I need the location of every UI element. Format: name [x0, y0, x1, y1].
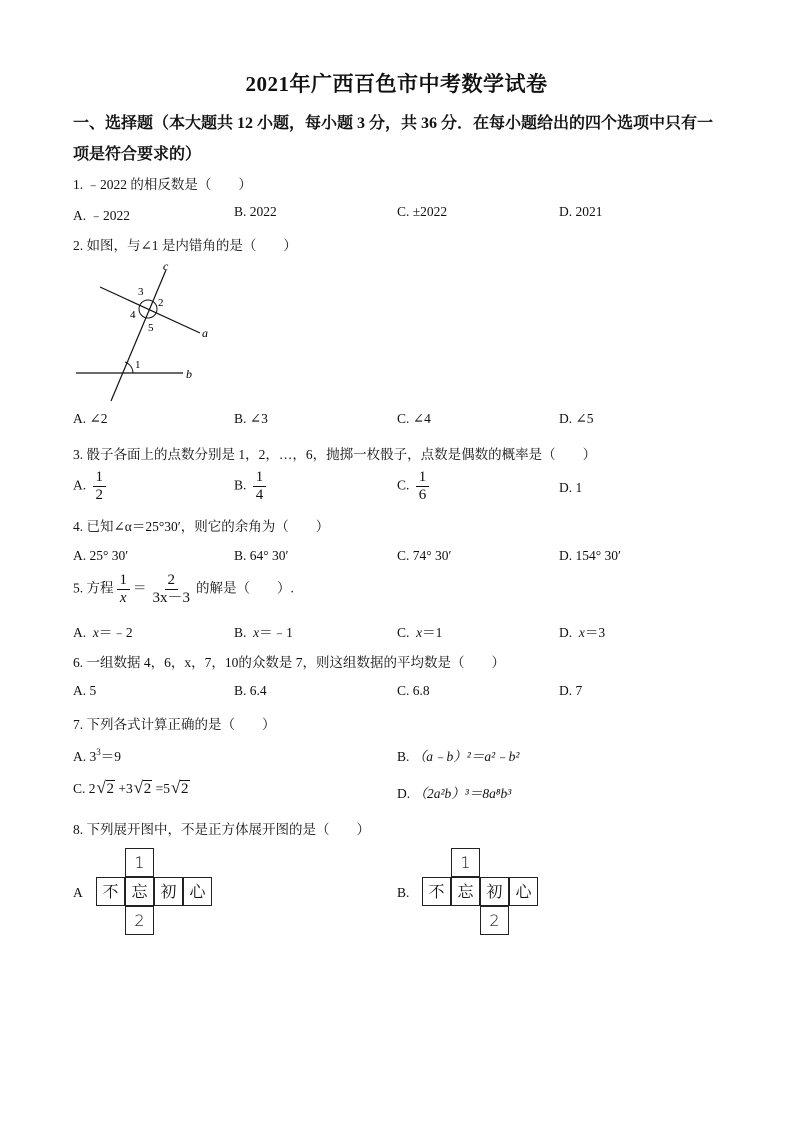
- q4-option-a: A. 25° 30′: [73, 548, 129, 563]
- variable: x: [578, 625, 585, 640]
- q6-option-a: A. 5: [73, 683, 97, 698]
- net-cell: 忘: [451, 877, 480, 906]
- denominator: 2: [95, 487, 103, 503]
- q6-option-d: D. 7: [559, 683, 583, 698]
- net-cell: 心: [509, 877, 538, 906]
- q3-option-b: [234, 469, 269, 504]
- q1-option-d: D. 2021: [559, 204, 603, 219]
- label: D.: [397, 786, 411, 801]
- label: B.: [397, 749, 410, 764]
- net-cell: 初: [154, 877, 183, 906]
- plus-term: +3: [118, 781, 133, 796]
- fraction: [416, 469, 430, 504]
- expression: （2a²b）³＝8a⁸b³: [413, 786, 512, 801]
- value: ＝1: [422, 625, 443, 640]
- equals-term: =5: [155, 781, 171, 796]
- denominator: 6: [418, 487, 427, 503]
- equals-sign: ＝: [133, 580, 147, 596]
- q3-option-c: [397, 469, 432, 504]
- radicand: 2: [106, 781, 115, 797]
- q7-option-d: [397, 782, 511, 802]
- q5-option-a: [73, 621, 133, 641]
- q8-option-b-label: B.: [397, 885, 410, 900]
- numerator: 1: [93, 469, 107, 487]
- label-angle-4: 4: [130, 309, 136, 321]
- page-title: 2021年广西百色市中考数学试卷: [245, 72, 548, 96]
- q3-option-d-value: 1: [575, 480, 583, 495]
- net-cell: 不: [96, 877, 125, 906]
- q7-option-a: [73, 745, 121, 765]
- q3-option-b-label: B.: [234, 477, 247, 493]
- q4-option-c: C. 74° 30′: [397, 548, 452, 563]
- lhs-fraction: [117, 572, 131, 607]
- denominator: 3x－3: [152, 590, 191, 606]
- label: C.: [73, 781, 89, 796]
- question-6-stem: 6. 一组数据 4，6，x，7，10的众数是 7，则这组数据的平均数是（ ）: [73, 655, 505, 670]
- net-cell: 2: [480, 906, 509, 935]
- q5-option-c: [397, 621, 442, 641]
- q5-option-b: [234, 621, 293, 641]
- net-cell: 心: [183, 877, 212, 906]
- denominator: 4: [255, 487, 264, 503]
- q5-stem-prefix: 5. 方程: [73, 580, 114, 596]
- q1-option-b: B. 2022: [234, 204, 277, 219]
- label: C.: [397, 625, 410, 640]
- label: A. 3: [73, 749, 97, 764]
- radicand: 2: [143, 781, 152, 797]
- q1-option-a: A. ﹣2022: [73, 208, 130, 223]
- q6-option-b: B. 6.4: [234, 683, 267, 698]
- fraction: [253, 469, 267, 504]
- parallel-lines-figure: [0, 0, 793, 420]
- denominator: x: [119, 590, 127, 606]
- net-cell: 1: [125, 848, 154, 877]
- variable: x: [253, 625, 260, 640]
- q6-option-c: C. 6.8: [397, 683, 430, 698]
- question-1-stem: 1. ﹣2022 的相反数是（ ）: [73, 177, 252, 192]
- question-5-stem: [73, 572, 294, 607]
- q7-option-c: [73, 780, 190, 797]
- coefficient: 2: [88, 781, 96, 796]
- q2-option-a: A. ∠2: [73, 411, 108, 426]
- question-4-stem: 4. 已知∠α＝25°30′，则它的余角为（ ）: [73, 519, 330, 534]
- label-angle-2: 2: [158, 297, 164, 309]
- label: D.: [559, 625, 573, 640]
- q4-option-b: B. 64° 30′: [234, 548, 289, 563]
- question-3-stem: 3. 骰子各面上的点数分别是 1，2，…，6，抛掷一枚骰子，点数是偶数的概率是（ ）: [73, 447, 597, 462]
- label-a: a: [202, 326, 208, 340]
- q1-option-c: C. ±2022: [397, 204, 448, 219]
- q3-option-c-label: C.: [397, 477, 410, 493]
- label-b: b: [186, 367, 192, 381]
- label-angle-1: 1: [135, 359, 141, 371]
- question-8-stem: 8. 下列展开图中，不是正方体展开图的是（ ）: [73, 822, 370, 837]
- sqrt-icon: √ 2: [96, 778, 115, 797]
- net-cell: 不: [422, 877, 451, 906]
- q3-option-a-label: A.: [73, 477, 87, 493]
- q7-option-b: [397, 745, 519, 765]
- q2-option-b: B. ∠3: [234, 411, 268, 426]
- q4-option-d: D. 154° 30′: [559, 548, 621, 563]
- q3-option-d-label: D.: [559, 480, 573, 495]
- numerator: 1: [117, 572, 131, 590]
- net-cell: 忘: [125, 877, 154, 906]
- numerator: 1: [253, 469, 267, 487]
- label-angle-3: 3: [138, 286, 144, 298]
- value: ＝3: [584, 625, 606, 640]
- numerator: 2: [165, 572, 179, 590]
- label-c: c: [163, 259, 169, 273]
- label: A.: [73, 625, 87, 640]
- net-cell: 2: [125, 906, 154, 935]
- section-header-line1: 一、选择题（本大题共 12 小题，每小题 3 分，共 36 分．在每小题给出的四个选项中只有一: [73, 115, 714, 132]
- q3-option-d: [559, 480, 582, 496]
- radicand: 2: [181, 781, 189, 797]
- sqrt-icon: √ 2: [171, 778, 189, 797]
- value: ＝﹣1: [259, 625, 293, 640]
- q5-option-d: [559, 621, 605, 641]
- net-cell: 1: [451, 848, 480, 877]
- question-7-stem: 7. 下列各式计算正确的是（ ）: [73, 717, 276, 732]
- value: ＝﹣2: [98, 625, 133, 640]
- expression: （a﹣b）²＝a²﹣b²: [412, 749, 520, 764]
- label-angle-5: 5: [148, 322, 154, 334]
- label: B.: [234, 625, 247, 640]
- section-header-line2: 项是符合要求的）: [73, 146, 202, 163]
- q2-option-c: C. ∠4: [397, 411, 431, 426]
- fraction: [93, 469, 107, 504]
- q3-option-a: [73, 469, 109, 504]
- q5-stem-suffix: 的解是（ ）.: [196, 580, 294, 596]
- q8-option-a-label: A: [73, 885, 83, 900]
- exponent: 3: [96, 747, 101, 757]
- variable: x: [416, 625, 423, 640]
- variable: x: [92, 625, 99, 640]
- rhs-fraction: [150, 572, 194, 607]
- net-cell: 初: [480, 877, 509, 906]
- sqrt-icon: √ 2: [133, 778, 152, 797]
- value: ＝9: [100, 749, 121, 764]
- question-2-stem: 2. 如图，与∠1 是内错角的是（ ）: [73, 238, 297, 253]
- numerator: 1: [416, 469, 430, 487]
- q2-option-d: D. ∠5: [559, 411, 594, 426]
